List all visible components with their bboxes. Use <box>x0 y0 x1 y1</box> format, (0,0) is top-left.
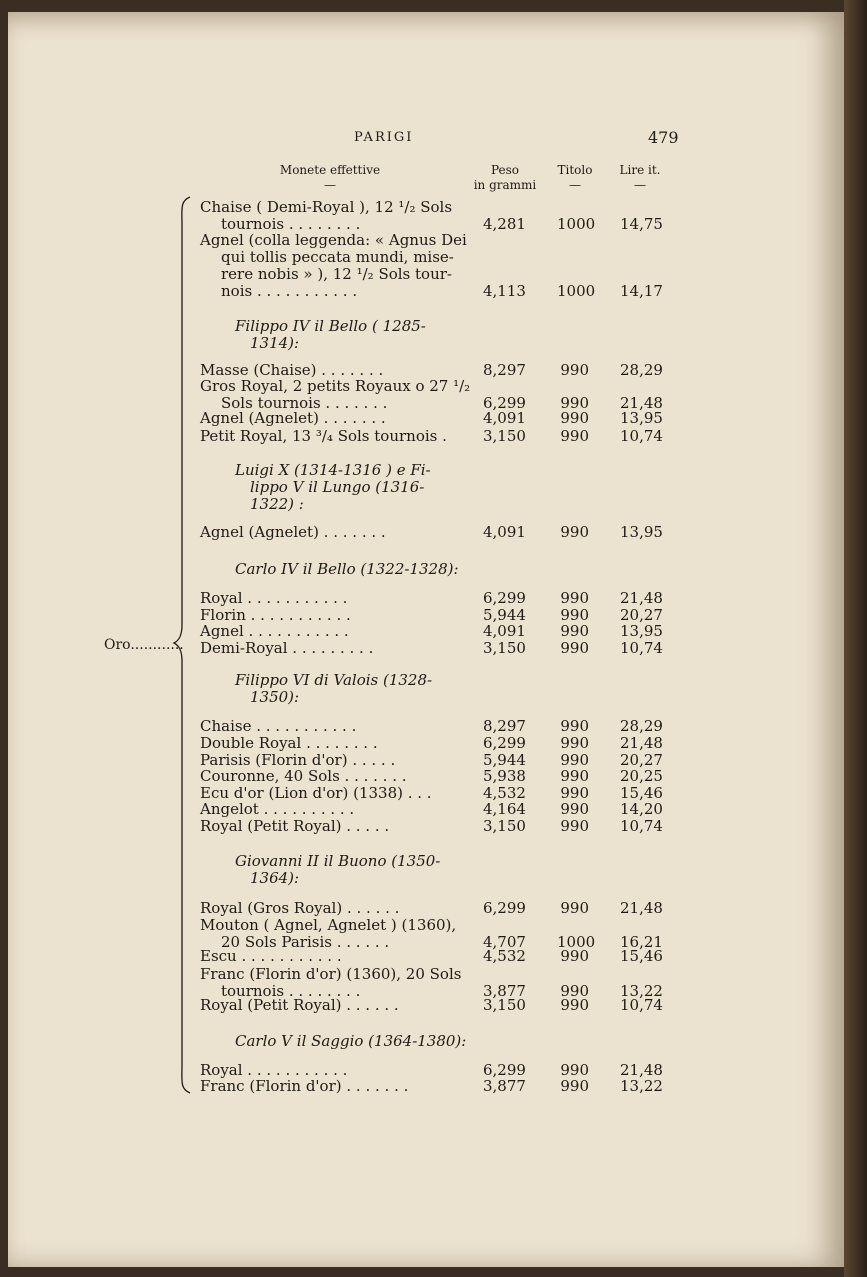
titolo-value: 990 <box>560 361 589 379</box>
coin-name: Franc (Florin d'or) (1360), 20 Sols <box>200 965 462 983</box>
lire-value: 13,95 <box>620 409 663 427</box>
reign-heading: Luigi X (1314-1316 ) e Fi- <box>235 461 431 479</box>
titolo-value: 990 <box>560 817 589 835</box>
titolo-value: 1000 <box>557 282 596 300</box>
column-header-monete: Monete effettive — <box>279 163 381 192</box>
titolo-value: 990 <box>560 1077 589 1095</box>
titolo-value: 990 <box>560 982 589 1000</box>
coin-name: Agnel (Agnelet) . . . . . . . <box>200 523 386 541</box>
coin-name: Masse (Chaise) . . . . . . . <box>200 361 384 379</box>
titolo-value: 990 <box>560 767 589 785</box>
page-number: 479 <box>648 128 679 147</box>
titolo-value: 990 <box>560 996 589 1014</box>
reign-heading: 1314): <box>250 334 300 352</box>
peso-value: 3,877 <box>483 982 526 1000</box>
side-label-oro: Oro............ <box>104 637 184 653</box>
lire-value: 16,21 <box>620 933 663 951</box>
reign-heading: 1364): <box>250 869 300 887</box>
peso-value: 3,150 <box>483 996 526 1014</box>
peso-value: 4,113 <box>483 282 526 300</box>
coin-name: nois . . . . . . . . . . . <box>221 282 358 300</box>
coin-name: Escu . . . . . . . . . . . <box>200 947 342 965</box>
lire-value: 13,22 <box>620 1077 663 1095</box>
titolo-value: 990 <box>560 784 589 802</box>
lire-value: 10,74 <box>620 817 663 835</box>
coin-name: Agnel . . . . . . . . . . . <box>200 622 349 640</box>
coin-name: Agnel (Agnelet) . . . . . . . <box>200 409 386 427</box>
coin-name: Ecu d'or (Lion d'or) (1338) . . . <box>200 784 432 802</box>
lire-value: 10,74 <box>620 639 663 657</box>
lire-value: 13,95 <box>620 523 663 541</box>
titolo-value: 990 <box>560 523 589 541</box>
peso-value: 4,281 <box>483 215 526 233</box>
peso-value: 4,091 <box>483 523 526 541</box>
titolo-value: 990 <box>560 1061 589 1079</box>
titolo-value: 990 <box>560 717 589 735</box>
lire-value: 10,74 <box>620 996 663 1014</box>
lire-value: 28,29 <box>620 361 663 379</box>
peso-value: 4,091 <box>483 622 526 640</box>
peso-value: 6,299 <box>483 1061 526 1079</box>
peso-value: 4,091 <box>483 409 526 427</box>
coin-name: Chaise . . . . . . . . . . . <box>200 717 357 735</box>
peso-value: 6,299 <box>483 394 526 412</box>
reign-heading: Carlo V il Saggio (1364-1380): <box>235 1032 467 1050</box>
titolo-value: 990 <box>560 734 589 752</box>
coin-name: Gros Royal, 2 petits Royaux o 27 ¹/₂ <box>200 377 471 395</box>
peso-value: 5,944 <box>483 751 526 769</box>
coin-name: qui tollis peccata mundi, mise- <box>221 248 454 266</box>
coin-name: Royal . . . . . . . . . . . <box>200 589 348 607</box>
peso-value: 8,297 <box>483 361 526 379</box>
titolo-value: 1000 <box>557 215 596 233</box>
lire-value: 21,48 <box>620 899 663 917</box>
coin-name: rere nobis » ), 12 ¹/₂ Sols tour- <box>221 265 452 283</box>
titolo-value: 990 <box>560 751 589 769</box>
titolo-value: 990 <box>560 622 589 640</box>
lire-value: 20,27 <box>620 751 663 769</box>
titolo-value: 990 <box>560 639 589 657</box>
peso-value: 4,532 <box>483 784 526 802</box>
lire-value: 21,48 <box>620 1061 663 1079</box>
lire-value: 20,25 <box>620 767 663 785</box>
peso-value: 6,299 <box>483 899 526 917</box>
peso-value: 5,944 <box>483 606 526 624</box>
coin-name: Royal (Gros Royal) . . . . . . <box>200 899 400 917</box>
coin-name: Demi-Royal . . . . . . . . . <box>200 639 374 657</box>
peso-value: 5,938 <box>483 767 526 785</box>
coin-name: Franc (Florin d'or) . . . . . . . <box>200 1077 409 1095</box>
coin-name: Royal (Petit Royal) . . . . . <box>200 817 390 835</box>
coin-name: Angelot . . . . . . . . . . <box>200 800 355 818</box>
running-title: PARIGI <box>354 130 414 145</box>
titolo-value: 990 <box>560 947 589 965</box>
lire-value: 20,27 <box>620 606 663 624</box>
lire-value: 13,95 <box>620 622 663 640</box>
coin-name: Royal (Petit Royal) . . . . . . <box>200 996 399 1014</box>
peso-value: 4,164 <box>483 800 526 818</box>
peso-value: 3,877 <box>483 1077 526 1095</box>
lire-value: 21,48 <box>620 394 663 412</box>
coin-name: Royal . . . . . . . . . . . <box>200 1061 348 1079</box>
reign-heading: Filippo IV il Bello ( 1285- <box>235 317 426 335</box>
reign-heading: Giovanni II il Buono (1350- <box>235 852 441 870</box>
lire-value: 15,46 <box>620 784 663 802</box>
coin-name: 20 Sols Parisis . . . . . . <box>221 933 390 951</box>
reign-heading: lippo V il Lungo (1316- <box>250 478 425 496</box>
coin-name: Agnel (colla leggenda: « Agnus Dei <box>200 231 467 249</box>
lire-value: 28,29 <box>620 717 663 735</box>
peso-value: 8,297 <box>483 717 526 735</box>
coin-name: Mouton ( Agnel, Agnelet ) (1360), <box>200 916 457 934</box>
coin-name: tournois . . . . . . . . <box>221 982 361 1000</box>
reign-heading: Carlo IV il Bello (1322-1328): <box>235 560 459 578</box>
titolo-value: 990 <box>560 899 589 917</box>
coin-name: Petit Royal, 13 ³/₄ Sols tournois . <box>200 427 447 445</box>
peso-value: 3,150 <box>483 639 526 657</box>
peso-value: 6,299 <box>483 589 526 607</box>
coin-name: Parisis (Florin d'or) . . . . . <box>200 751 396 769</box>
lire-value: 14,20 <box>620 800 663 818</box>
titolo-value: 990 <box>560 394 589 412</box>
reign-heading: 1350): <box>250 688 300 706</box>
titolo-value: 990 <box>560 589 589 607</box>
peso-value: 6,299 <box>483 734 526 752</box>
column-header-lire: Lire it. — <box>619 163 661 192</box>
reign-heading: 1322) : <box>250 495 304 513</box>
coin-name: Florin . . . . . . . . . . . <box>200 606 351 624</box>
column-header-peso: Peso in grammi <box>473 163 537 192</box>
peso-value: 4,532 <box>483 947 526 965</box>
lire-value: 15,46 <box>620 947 663 965</box>
coin-name: Couronne, 40 Sols . . . . . . . <box>200 767 407 785</box>
titolo-value: 990 <box>560 409 589 427</box>
lire-value: 21,48 <box>620 734 663 752</box>
peso-value: 4,707 <box>483 933 526 951</box>
lire-value: 14,75 <box>620 215 663 233</box>
column-header-titolo: Titolo — <box>557 163 593 192</box>
lire-value: 10,74 <box>620 427 663 445</box>
titolo-value: 990 <box>560 800 589 818</box>
titolo-value: 1000 <box>557 933 596 951</box>
titolo-value: 990 <box>560 427 589 445</box>
lire-value: 21,48 <box>620 589 663 607</box>
peso-value: 3,150 <box>483 817 526 835</box>
coin-name: tournois . . . . . . . . <box>221 215 361 233</box>
lire-value: 13,22 <box>620 982 663 1000</box>
reign-heading: Filippo VI di Valois (1328- <box>235 671 433 689</box>
coin-name: Sols tournois . . . . . . . <box>221 394 388 412</box>
peso-value: 3,150 <box>483 427 526 445</box>
titolo-value: 990 <box>560 606 589 624</box>
lire-value: 14,17 <box>620 282 663 300</box>
coin-name: Chaise ( Demi-Royal ), 12 ¹/₂ Sols <box>200 198 453 216</box>
coin-name: Double Royal . . . . . . . . <box>200 734 378 752</box>
